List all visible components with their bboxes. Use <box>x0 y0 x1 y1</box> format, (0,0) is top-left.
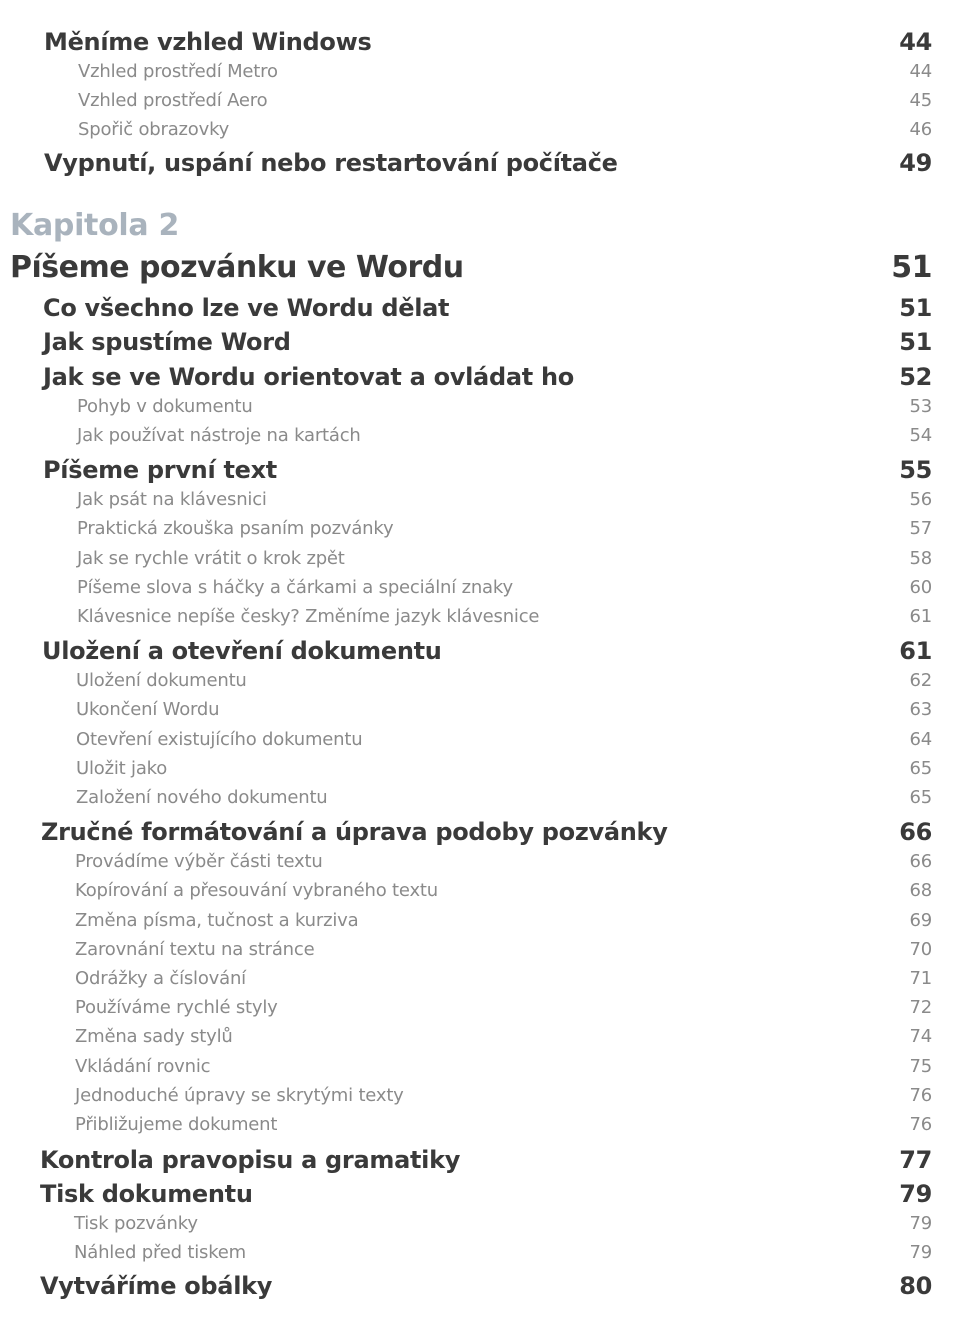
toc-entry-label: Odrážky a číslování <box>75 968 246 989</box>
toc-entry-label: Zručné formátování a úprava podoby pozvánky <box>41 818 668 846</box>
toc-entry <box>77 489 932 510</box>
toc-entry-page: 62 <box>909 670 932 691</box>
toc-entry-label: Změna písma, tučnost a kurziva <box>75 910 359 931</box>
toc-entry-label: Jak spustíme Word <box>43 328 291 356</box>
toc-entry <box>43 294 932 322</box>
toc-entry-page: 65 <box>909 758 932 779</box>
toc-entry <box>75 1056 932 1077</box>
toc-entry <box>44 28 932 56</box>
toc-entry <box>77 548 932 569</box>
toc-entry <box>75 1114 932 1135</box>
toc-entry <box>43 363 932 391</box>
toc-entry-page: 70 <box>909 939 932 960</box>
toc-entry-page: 56 <box>909 489 932 510</box>
toc-entry <box>77 577 932 598</box>
toc-entry <box>78 119 932 140</box>
toc-entry-label: Klávesnice nepíše česky? Změníme jazyk klávesnice <box>77 606 540 627</box>
toc-entry <box>75 880 932 901</box>
toc-entry-label: Jak psát na klávesnici <box>77 489 267 510</box>
toc-entry-label: Spořič obrazovky <box>78 119 230 140</box>
toc-entry-page: 61 <box>899 637 932 665</box>
toc-entry-page: 80 <box>899 1272 932 1300</box>
toc-entry-page: 76 <box>909 1114 932 1135</box>
toc-entry-label: Tisk dokumentu <box>40 1180 253 1208</box>
chapter-title: Píšeme pozvánku ve Wordu <box>10 250 464 285</box>
toc-entry-label: Ukončení Wordu <box>76 699 220 720</box>
toc-entry <box>43 456 932 484</box>
toc-entry-label: Pohyb v dokumentu <box>77 396 253 417</box>
toc-entry <box>76 699 932 720</box>
toc-entry <box>40 1272 932 1300</box>
toc-entry <box>74 1213 932 1234</box>
toc-entry <box>40 1180 932 1208</box>
toc-entry <box>77 425 932 446</box>
toc-entry-page: 46 <box>909 119 932 140</box>
toc-entry-label: Zarovnání textu na stránce <box>75 939 315 960</box>
toc-entry-label: Jak se rychle vrátit o krok zpět <box>77 548 345 569</box>
toc-entry-label: Kopírování a přesouvání vybraného textu <box>75 880 438 901</box>
toc-entry-label: Přibližujeme dokument <box>75 1114 278 1135</box>
toc-entry <box>77 518 932 539</box>
toc-entry <box>74 1242 932 1263</box>
toc-entry-page: 77 <box>899 1146 932 1174</box>
toc-entry-page: 72 <box>909 997 932 1018</box>
chapter-page: 51 <box>891 250 932 285</box>
toc-entry <box>78 61 932 82</box>
toc-entry <box>75 1026 932 1047</box>
toc-entry-label: Vkládání rovnic <box>75 1056 211 1077</box>
toc-entry-page: 51 <box>899 328 932 356</box>
toc-entry <box>41 818 932 846</box>
toc-entry <box>77 606 932 627</box>
chapter-title-row <box>10 250 932 285</box>
toc-entry-page: 75 <box>909 1056 932 1077</box>
toc-entry-label: Uložit jako <box>76 758 168 779</box>
toc-entry-page: 44 <box>909 61 932 82</box>
toc-entry-label: Jak používat nástroje na kartách <box>77 425 361 446</box>
toc-entry-page: 51 <box>899 294 932 322</box>
toc-entry-page: 58 <box>909 548 932 569</box>
toc-entry-page: 74 <box>909 1026 932 1047</box>
toc-entry-page: 76 <box>909 1085 932 1106</box>
toc-entry <box>40 1146 932 1174</box>
toc-entry-label: Praktická zkouška psaním pozvánky <box>77 518 394 539</box>
toc-entry-page: 79 <box>909 1242 932 1263</box>
toc-entry-page: 53 <box>909 396 932 417</box>
toc-entry-page: 44 <box>899 28 932 56</box>
toc-entry-label: Vytváříme obálky <box>40 1272 273 1300</box>
toc-entry <box>43 328 932 356</box>
toc-entry-page: 66 <box>909 851 932 872</box>
toc-entry-page: 45 <box>909 90 932 111</box>
toc-entry-page: 54 <box>909 425 932 446</box>
toc-entry-page: 63 <box>909 699 932 720</box>
toc-entry-page: 55 <box>899 456 932 484</box>
toc-entry-label: Co všechno lze ve Wordu dělat <box>43 294 450 322</box>
toc-entry-page: 60 <box>909 577 932 598</box>
toc-entry-page: 68 <box>909 880 932 901</box>
toc-entry-label: Náhled před tiskem <box>74 1242 247 1263</box>
toc-entry <box>76 729 932 750</box>
toc-entry-page: 57 <box>909 518 932 539</box>
toc-entry <box>75 939 932 960</box>
toc-entry-page: 69 <box>909 910 932 931</box>
toc-entry-label: Píšeme první text <box>43 456 277 484</box>
toc-entry-page: 71 <box>909 968 932 989</box>
toc-entry-page: 64 <box>909 729 932 750</box>
toc-entry-page: 61 <box>909 606 932 627</box>
toc-entry-page: 79 <box>909 1213 932 1234</box>
toc-entry <box>44 149 932 177</box>
toc-entry-label: Tisk pozvánky <box>74 1213 198 1234</box>
toc-entry <box>75 1085 932 1106</box>
toc-entry-label: Jak se ve Wordu orientovat a ovládat ho <box>43 363 574 391</box>
toc-entry-label: Založení nového dokumentu <box>76 787 328 808</box>
toc-entry <box>75 851 932 872</box>
toc-entry-page: 49 <box>899 149 932 177</box>
toc-entry-page: 65 <box>909 787 932 808</box>
toc-entry-page: 52 <box>899 363 932 391</box>
toc-entry <box>77 396 932 417</box>
toc-entry <box>75 910 932 931</box>
toc-entry-label: Vzhled prostředí Aero <box>78 90 268 111</box>
toc-entry-label: Změna sady stylů <box>75 1026 233 1047</box>
chapter-label: Kapitola 2 <box>10 208 180 243</box>
toc-entry-page: 79 <box>899 1180 932 1208</box>
toc-entry-label: Měníme vzhled Windows <box>44 28 372 56</box>
toc-entry-label: Uložení dokumentu <box>76 670 247 691</box>
toc-entry <box>76 787 932 808</box>
toc-entry <box>75 968 932 989</box>
toc-entry <box>76 670 932 691</box>
toc-entry-label: Používáme rychlé styly <box>75 997 278 1018</box>
toc-entry <box>76 758 932 779</box>
toc-entry-label: Píšeme slova s háčky a čárkami a speciální znaky <box>77 577 513 598</box>
toc-entry-label: Vypnutí, uspání nebo restartování počítače <box>44 149 618 177</box>
toc-entry-label: Jednoduché úpravy se skrytými texty <box>75 1085 404 1106</box>
toc-entry <box>42 637 932 665</box>
toc-entry-label: Otevření existujícího dokumentu <box>76 729 363 750</box>
toc-entry-label: Provádíme výběr části textu <box>75 851 323 872</box>
toc-entry-label: Vzhled prostředí Metro <box>78 61 278 82</box>
toc-entry-label: Kontrola pravopisu a gramatiky <box>40 1146 461 1174</box>
toc-entry-label: Uložení a otevření dokumentu <box>42 637 442 665</box>
toc-entry <box>75 997 932 1018</box>
toc-entry <box>78 90 932 111</box>
toc-entry-page: 66 <box>899 818 932 846</box>
